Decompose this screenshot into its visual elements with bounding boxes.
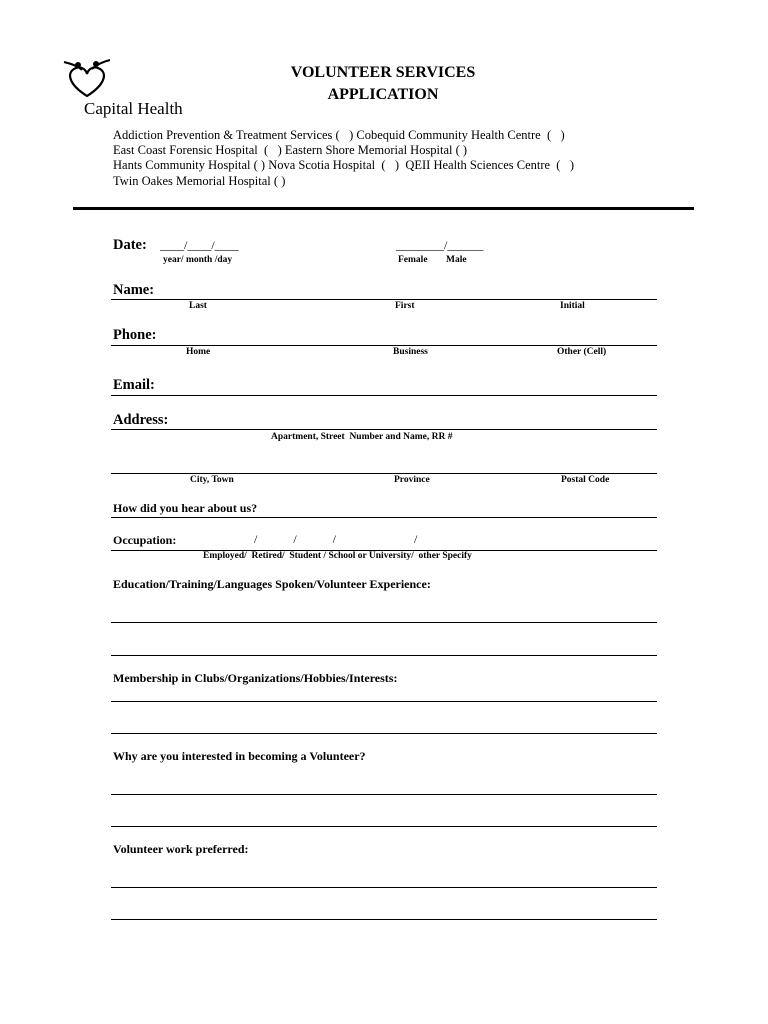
education-label: Education/Training/Languages Spoken/Volunteer Experience: [113, 577, 431, 591]
organization-name: Capital Health [84, 99, 183, 118]
hear-field[interactable] [111, 517, 657, 518]
phone-other-hint: Other (Cell) [557, 347, 607, 357]
female-option[interactable]: Female [398, 255, 428, 265]
hospital-options-line[interactable]: East Coast Forensic Hospital ( ) Eastern Shore Memorial Hospital ( ) [113, 143, 468, 157]
email-field[interactable] [111, 395, 657, 396]
phone-business-hint: Business [393, 347, 428, 357]
education-line-2[interactable] [111, 655, 657, 656]
phone-field[interactable] [111, 345, 657, 346]
address-city-hint: City, Town [190, 475, 234, 485]
why-volunteer-line-2[interactable] [111, 826, 657, 827]
occupation-options[interactable]: Employed/ Retired/ Student / School or University/ other Specify [203, 551, 472, 561]
address-postal-hint: Postal Code [561, 475, 610, 485]
why-volunteer-label: Why are you interested in becoming a Volunteer? [113, 749, 366, 763]
work-preferred-line-2[interactable] [111, 919, 657, 920]
heart-figure-icon [58, 56, 116, 98]
membership-label: Membership in Clubs/Organizations/Hobbies/Interests: [113, 671, 398, 685]
gender-field[interactable]: ________/______ [396, 238, 484, 252]
name-initial-hint: Initial [560, 301, 585, 311]
occupation-slashes: / / / / [254, 532, 418, 546]
phone-home-hint: Home [186, 347, 211, 357]
hear-label: How did you hear about us? [113, 501, 258, 515]
work-preferred-line-1[interactable] [111, 887, 657, 888]
address-street-hint: Apartment, Street Number and Name, RR # [271, 432, 453, 442]
work-preferred-label: Volunteer work preferred: [113, 842, 249, 856]
name-last-hint: Last [189, 301, 207, 311]
phone-label: Phone: [113, 327, 157, 343]
hospital-options-line[interactable]: Hants Community Hospital ( ) Nova Scotia Hospital ( ) QEII Health Sciences Centre ( ) [113, 158, 575, 172]
header-divider [73, 207, 694, 210]
hospital-options-line[interactable]: Addiction Prevention & Treatment Services ( ) Cobequid Community Health Centre ( ) [113, 128, 565, 142]
address-label: Address: [113, 412, 169, 428]
name-first-hint: First [395, 301, 415, 311]
address-street-field[interactable] [111, 429, 657, 430]
membership-line-2[interactable] [111, 733, 657, 734]
occupation-label: Occupation: [113, 533, 177, 547]
date-label: Date: [113, 237, 147, 253]
date-field[interactable]: ____/____/____ [160, 238, 239, 252]
membership-line-1[interactable] [111, 701, 657, 702]
address-province-hint: Province [394, 475, 430, 485]
name-field[interactable] [111, 299, 657, 300]
form-title-line2: APPLICATION [327, 86, 439, 103]
form-title-line1: VOLUNTEER SERVICES [290, 64, 476, 81]
education-line-1[interactable] [111, 622, 657, 623]
male-option[interactable]: Male [446, 255, 467, 265]
date-hint: year/ month /day [163, 255, 233, 265]
why-volunteer-line-1[interactable] [111, 794, 657, 795]
email-label: Email: [113, 377, 155, 393]
address-city-field[interactable] [111, 473, 657, 474]
hospital-options-line[interactable]: Twin Oakes Memorial Hospital ( ) [113, 174, 286, 188]
name-label: Name: [113, 282, 155, 298]
